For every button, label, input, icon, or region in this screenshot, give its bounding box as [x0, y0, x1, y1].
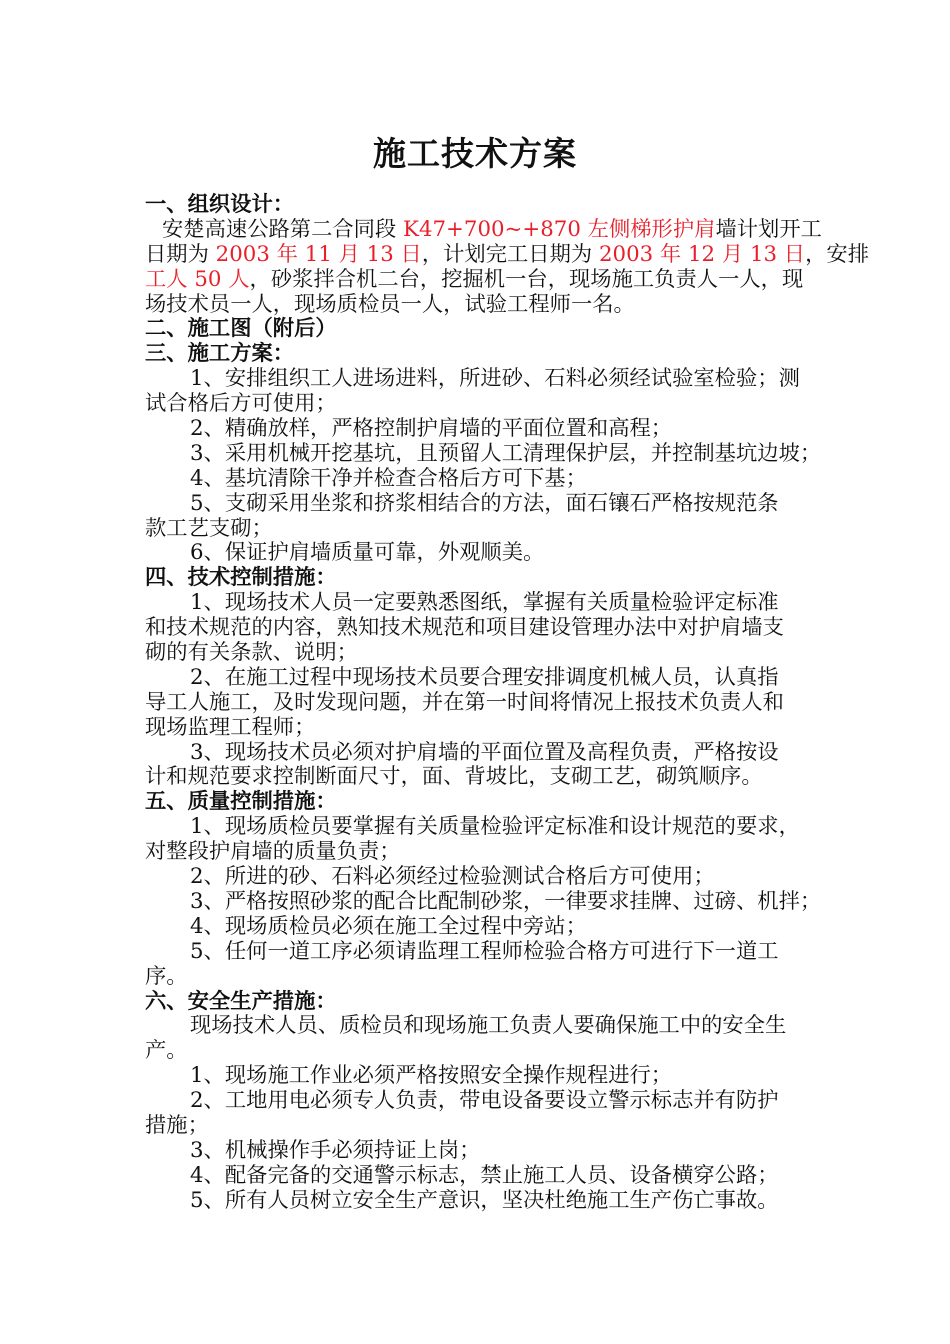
paragraph-line: 4、配备完备的交通警示标志，禁止施工人员、设备横穿公路； [190, 1162, 779, 1188]
paragraph-line: 2、工地用电必须专人负责，带电设备要设立警示标志并有防护 [190, 1088, 779, 1114]
paragraph-line: 4、现场质检员必须在施工全过程中旁站； [190, 913, 587, 939]
text-line: 场技术员一人，现场质检员一人，试验工程师一名。 [145, 291, 635, 317]
section-heading: 六、安全生产措施： [145, 988, 337, 1014]
paragraph-line: 款工艺支砌； [145, 515, 273, 541]
paragraph-line: 5、所有人员树立安全生产意识，坚决杜绝施工生产伤亡事故。 [190, 1187, 779, 1213]
section-heading: 二、施工图（附后） [145, 316, 337, 342]
paragraph-line: 序。 [145, 963, 188, 989]
paragraph-line: 产。 [145, 1038, 188, 1064]
paragraph-line: 5、任何一道工序必须请监理工程师检验合格方可进行下一道工 [190, 938, 779, 964]
section-heading: 三、施工方案： [145, 341, 295, 367]
highlight-text: K47+700~+870 左侧梯形护肩 [403, 216, 716, 242]
start-date: 2003 年 11 月 13 日 [215, 241, 422, 267]
paragraph-line: 现场监理工程师； [145, 714, 316, 740]
paragraph-line: 砌的有关条款、说明； [145, 640, 358, 666]
paragraph-line: 和技术规范的内容，熟知技术规范和项目建设管理办法中对护肩墙支 [145, 615, 784, 641]
paragraph-line: 1、安排组织工人进场进料，所进砂、石料必须经试验室检验；测 [190, 366, 800, 392]
section-heading: 五、质量控制措施： [145, 789, 337, 815]
text: 墙计划开工 [715, 216, 822, 242]
end-date: 2003 年 12 月 13 日 [598, 241, 806, 267]
org-paragraph [145, 216, 870, 318]
document-title: 施工技术方案 [373, 134, 577, 173]
paragraph-line: 1、现场技术人员一定要熟悉图纸，掌握有关质量检验评定标准 [190, 590, 779, 616]
text: ，计划完工日期为 [421, 241, 599, 267]
text: 安楚高速公路第二合同段 [162, 216, 404, 242]
paragraph-line: 5、支砌采用坐浆和挤浆相结合的方法，面石镶石严格按规范条 [190, 490, 779, 516]
paragraph-line: 措施； [145, 1112, 209, 1138]
paragraph-line: 计和规范要求控制断面尺寸，面、背坡比，支砌工艺，砌筑顺序。 [145, 764, 763, 790]
paragraph-line: 4、基坑清除干净并检查合格后方可下基； [190, 465, 587, 491]
paragraph-line: 3、严格按照砂浆的配合比配制砂浆，一律要求挂牌、过磅、机拌； [190, 888, 822, 914]
paragraph-line: 试合格后方可使用； [145, 391, 337, 417]
paragraph-line: 6、保证护肩墙质量可靠，外观顺美。 [190, 540, 545, 566]
paragraph-line: 现场技术人员、质检员和现场施工负责人要确保施工中的安全生 [190, 1013, 787, 1039]
text: ，砂浆拌合机二台，挖掘机一台，现场施工负责人一人，现 [249, 266, 804, 292]
text: ，安排 [805, 241, 870, 267]
paragraph-line: 3、采用机械开挖基坑，且预留人工清理保护层，并控制基坑边坡； [190, 440, 822, 466]
paragraph-line: 对整段护肩墙的质量负责； [145, 839, 401, 865]
paragraph-line: 1、现场施工作业必须严格按照安全操作规程进行； [190, 1063, 673, 1089]
paragraph-line: 3、现场技术员必须对护肩墙的平面位置及高程负责，严格按设 [190, 739, 779, 765]
section-heading: 一、组织设计： [145, 192, 295, 217]
sections [145, 317, 825, 1213]
section-heading: 四、技术控制措施： [145, 565, 337, 591]
paragraph-line: 1、现场质检员要掌握有关质量检验评定标准和设计规范的要求， [190, 814, 800, 840]
paragraph-line: 导工人施工，及时发现问题，并在第一时间将情况上报技术负责人和 [145, 689, 784, 715]
worker-count: 工人 50 人 [145, 266, 250, 292]
text: 日期为 [145, 241, 216, 267]
paragraph-line: 2、精确放样，严格控制护肩墙的平面位置和高程； [190, 416, 673, 442]
paragraph-line: 2、所进的砂、石料必须经过检验测试合格后方可使用； [190, 864, 715, 890]
document-body [145, 192, 870, 1214]
paragraph-line: 2、在施工过程中现场技术员要合理安排调度机械人员，认真指 [190, 664, 779, 690]
paragraph-line: 3、机械操作手必须持证上岗； [190, 1137, 481, 1163]
